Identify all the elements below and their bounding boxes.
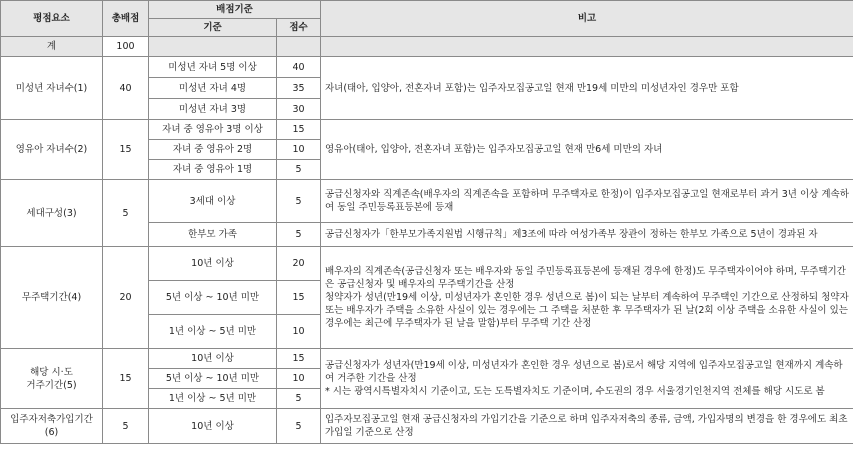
score-cell: 5 [277, 223, 321, 247]
category-cell [1, 349, 103, 409]
criteria-cell: 10년 이상 [149, 349, 277, 369]
remark-line: 배우자의 직계존속(공급신청자 또는 배우자와 동일 주민등록표등본에 등재된 경우에 한정)도 무주택자이어야 하며, 무주택기간은 공급신청자 및 배우자의 무주택기간을 산정 [325, 266, 846, 290]
remark-cell: 자녀(태아, 입양아, 전혼자녀 포함)는 입주자모집공고일 현재 만19세 미만의 미성년자인 경우만 포함 [321, 57, 853, 120]
remark-cell [321, 247, 853, 349]
header-total: 총배점 [103, 1, 149, 37]
remark-cell: 공급신청자와 직계존속(배우자의 직계존속을 포함하며 무주택자로 한정)이 입주자모집공고일 현재로부터 과거 3년 이상 계속하여 동일 주민등록표등본에 등재 [321, 180, 853, 223]
score-cell: 30 [277, 99, 321, 120]
score-cell: 10 [277, 369, 321, 389]
remark-line: * 시는 광역시특별자치시 기준이고, 도는 도특별자치도 기준이며, 수도권의 경우 서울경기인천지역 전체를 해당 시도로 봄 [325, 386, 825, 397]
total-row-score: 100 [103, 37, 149, 57]
header-criteria-group: 배점기준 [149, 1, 321, 19]
remark-cell: 입주자모집공고일 현재 공급신청자의 가입기간을 기준으로 하며 입주자저축의 종류, 금액, 가입자명의 변경을 한 경우에도 최초 가입일 기준으로 산정 [321, 409, 853, 444]
score-cell: 5 [277, 389, 321, 409]
category-cell: 세대구성(3) [1, 180, 103, 247]
category-line: 거주기간(5) [26, 379, 77, 391]
total-row-label: 계 [1, 37, 103, 57]
criteria-cell: 1년 이상 ~ 5년 미만 [149, 315, 277, 349]
criteria-cell: 한부모 가족 [149, 223, 277, 247]
category-cell: 무주택기간(4) [1, 247, 103, 349]
header-category: 평점요소 [1, 1, 103, 37]
score-cell: 15 [277, 281, 321, 315]
remark-line: 공급신청자가 성년자(만19세 이상, 미성년자가 혼인한 경우 성년으로 봄)로서 해당 지역에 입주자모집공고일 현재까지 계속하여 거주한 기간을 산정 [325, 360, 843, 384]
category-cell: 영유아 자녀수(2) [1, 120, 103, 180]
score-cell: 15 [277, 349, 321, 369]
criteria-cell: 1년 이상 ~ 5년 미만 [149, 389, 277, 409]
criteria-cell: 미성년 자녀 5명 이상 [149, 57, 277, 78]
total-cell: 15 [103, 120, 149, 180]
remark-cell: 영유아(태아, 입양아, 전혼자녀 포함)는 입주자모집공고일 현재 만6세 미만의 자녀 [321, 120, 853, 180]
criteria-cell: 미성년 자녀 3명 [149, 99, 277, 120]
remark-cell: 공급신청자가「한부모가족지원법 시행규칙」제3조에 따라 여성가족부 장관이 정하는 한부모 가족으로 5년이 경과된 자 [321, 223, 853, 247]
score-cell: 40 [277, 57, 321, 78]
total-row-empty [149, 37, 277, 57]
criteria-cell: 5년 이상 ~ 10년 미만 [149, 369, 277, 389]
remark-line: 청약자가 성년(만19세 이상, 미성년자가 혼인한 경우 성년으로 봄)이 되는 날부터 계속하여 무주택인 기간으로 산정하되 청약자 또는 배우자가 주택을 소유한 사실이 있는 경우에는 그 주택을 처분한 후 무주택자가 된 날(2회 이상 주택을 소유한 사실이 있는 경우에는 최근에 무주택자가 된 날을 말함)부터 무주택 기간 산정 [325, 292, 849, 329]
total-cell: 15 [103, 349, 149, 409]
score-cell: 5 [277, 160, 321, 180]
score-cell: 5 [277, 409, 321, 444]
total-row-empty [321, 37, 853, 57]
remark-cell [321, 349, 853, 409]
total-row-empty [277, 37, 321, 57]
category-line: 해당 시·도 [30, 366, 73, 378]
category-cell: 미성년 자녀수(1) [1, 57, 103, 120]
criteria-cell: 10년 이상 [149, 247, 277, 281]
criteria-cell: 자녀 중 영유아 2명 [149, 140, 277, 160]
score-cell: 20 [277, 247, 321, 281]
criteria-cell: 10년 이상 [149, 409, 277, 444]
total-cell: 40 [103, 57, 149, 120]
criteria-cell: 3세대 이상 [149, 180, 277, 223]
criteria-cell: 미성년 자녀 4명 [149, 78, 277, 99]
total-cell: 20 [103, 247, 149, 349]
score-cell: 35 [277, 78, 321, 99]
score-cell: 15 [277, 120, 321, 140]
header-score: 점수 [277, 19, 321, 37]
criteria-cell: 5년 이상 ~ 10년 미만 [149, 281, 277, 315]
score-cell: 10 [277, 140, 321, 160]
criteria-cell: 자녀 중 영유아 1명 [149, 160, 277, 180]
criteria-cell: 자녀 중 영유아 3명 이상 [149, 120, 277, 140]
score-cell: 5 [277, 180, 321, 223]
header-criteria: 기준 [149, 19, 277, 37]
header-remarks: 비고 [321, 1, 853, 37]
total-cell: 5 [103, 180, 149, 247]
score-cell: 10 [277, 315, 321, 349]
total-cell: 5 [103, 409, 149, 444]
category-cell: 입주자저축가입기간(6) [1, 409, 103, 444]
